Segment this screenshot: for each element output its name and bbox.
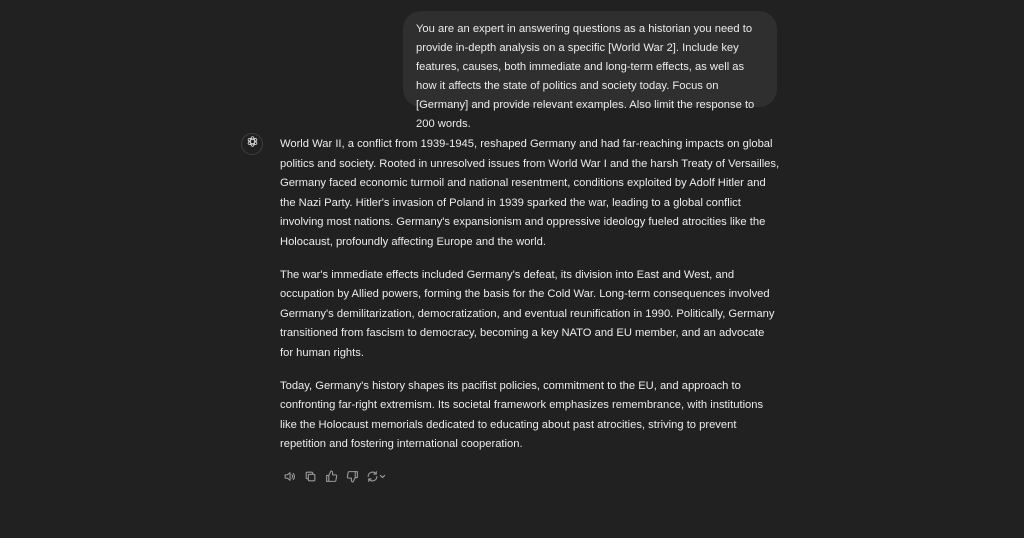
- user-message-bubble: [403, 11, 777, 130]
- thumbs-up-button[interactable]: [323, 468, 339, 484]
- regenerate-button[interactable]: [365, 468, 387, 484]
- assistant-avatar: [241, 133, 263, 155]
- thumbs-down-icon: [346, 470, 359, 483]
- assistant-paragraph: World War II, a conflict from 1939-1945, reshaped Germany and had far-reaching impacts on global politics and society. Rooted in unresolved issues from World War I and the harsh Treaty of Versailles, Germany faced economic turmoil and national resentment, conditions exploited by Adolf Hitler and the Nazi Party. Hitler's invasion of Poland in 1939 sparked the war, leading to a global conflict involving most nations. Germany's expansionism and oppressive ideology fueled atrocities like the Holocaust, profoundly affecting Europe and the world.: [280, 138, 780, 248]
- message-actions: [281, 468, 387, 484]
- regenerate-icon: [366, 470, 379, 483]
- chevron-down-icon: [379, 473, 386, 480]
- assistant-paragraph: Today, Germany's history shapes its pacifist policies, commitment to the EU, and approach to confronting far-right extremism. Its societal framework emphasizes remembrance, with institutions like the Holocaust memorials dedicated to educating about past atrocities, striving to prevent repetition and fostering international cooperation.: [280, 379, 764, 451]
- copy-icon: [304, 470, 317, 483]
- read-aloud-button[interactable]: [281, 468, 297, 484]
- thumbs-down-button[interactable]: [344, 468, 360, 484]
- openai-logo-icon: [246, 135, 259, 153]
- assistant-message: [280, 135, 780, 468]
- user-message-text: You are an expert in answering questions as a historian you need to provide in-depth analysis on a specific [World War 2]. Include key features, causes, both immediate and long-term effects, as well as how it affects the state of politics and society today. Focus on [Germany] and provide relevant examples. Also limit the response to 200 words.: [416, 23, 755, 130]
- copy-button[interactable]: [302, 468, 318, 484]
- thumbs-up-icon: [325, 470, 338, 483]
- read-aloud-icon: [283, 470, 296, 483]
- assistant-paragraph: The war's immediate effects included Germany's defeat, its division into East and West, and occupation by Allied powers, forming the basis for the Cold War. Long-term consequences involved Germany's demilitarization, democratization, and eventual reunification in 1990. Politically, Germany transitioned from fascism to democracy, becoming a key NATO and EU member, and an advocate for human rights.: [280, 268, 775, 359]
